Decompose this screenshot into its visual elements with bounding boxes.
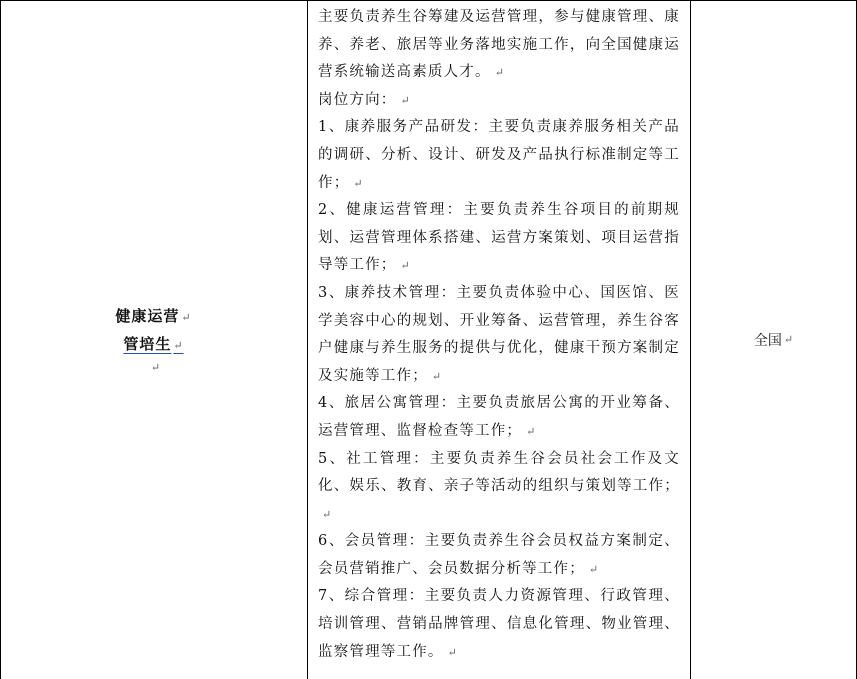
location-cell: 全国 ↵ — [690, 0, 857, 679]
empty-paragraph-mark: ↵ — [150, 360, 161, 374]
direction-item: 5、社工管理：主要负责养生谷会员社会工作及文化、娱乐、教育、亲子等活动的组织与策划等工作；↵ — [318, 450, 680, 521]
role-title-line1: 健康运营 ↵ — [115, 306, 192, 325]
direction-item: 6、会员管理：主要负责养生谷会员权益方案制定、会员营销推广、会员数据分析等工作； ↵ — [318, 533, 680, 577]
direction-item: 1、康养服务产品研发：主要负责康养服务相关产品的调研、分析、设计、研发及产品执行标准制定等工作； ↵ — [318, 119, 680, 191]
direction-item: 2、健康运营管理：主要负责养生谷项目的前期规划、运营管理体系搭建、运营方案策划、项目运营指导等工作； ↵ — [318, 202, 680, 274]
location-value: 全国 — [753, 332, 782, 349]
description-cell — [307, 0, 690, 679]
direction-item: 7、综合管理：主要负责人力资源管理、行政管理、培训管理、营销品牌管理、信息化管理、物业管理、监察管理等工作。 ↵ — [318, 588, 680, 660]
role-cell — [0, 0, 307, 679]
intro-paragraph: 主要负责养生谷筹建及运营管理，参与健康管理、康养、养老、旅居等业务落地实施工作，向全国健康运营系统输送高素质人才。 ↵ — [318, 9, 680, 81]
direction-item: 3、康养技术管理：主要负责体验中心、国医馆、医学美容中心的规划、开业筹备、运营管理，养生谷客户健康与养生服务的提供与优化，健康干预方案制定及实施等工作； ↵ — [318, 284, 680, 384]
role-title-line2: 管培生 ↵ — [123, 334, 184, 353]
direction-item: 4、旅居公寓管理：主要负责旅居公寓的开业筹备、运营管理、监督检查等工作； ↵ — [318, 395, 680, 439]
direction-label: 岗位方向： ↵ — [318, 91, 411, 108]
